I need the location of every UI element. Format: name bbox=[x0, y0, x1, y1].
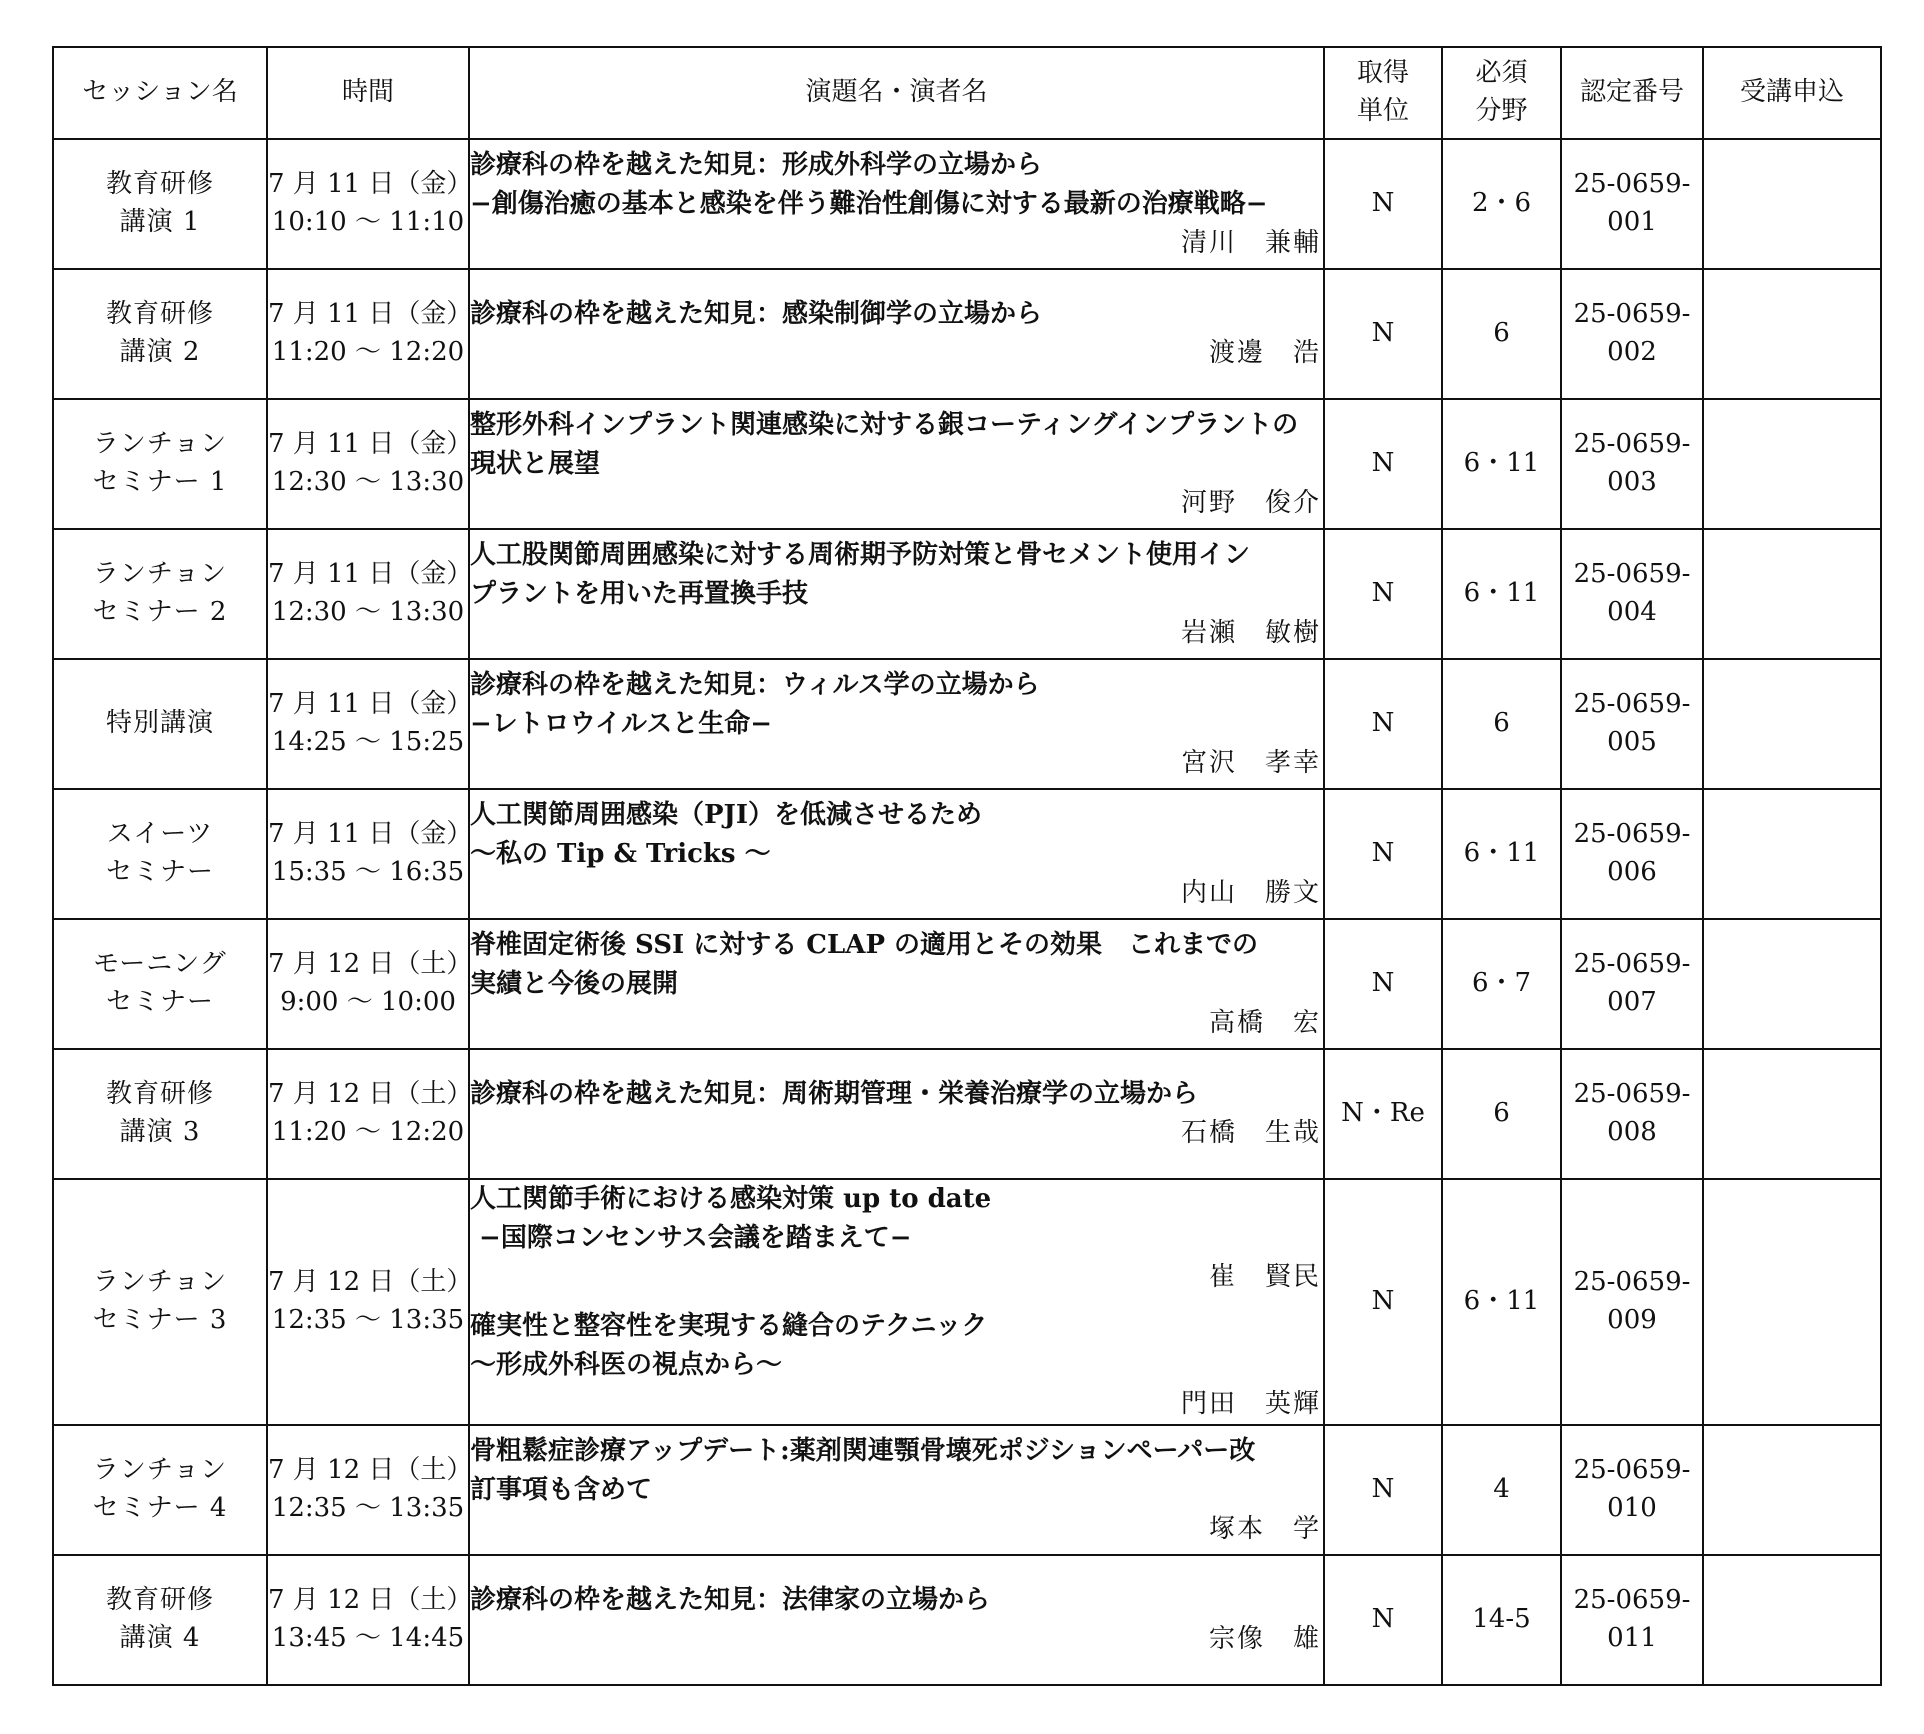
speaker-name: 崔 賢民 bbox=[1208, 1262, 1321, 1292]
credit-unit-cell: N bbox=[1324, 1555, 1442, 1685]
session-date: 7 月 11 日（金） bbox=[268, 169, 473, 200]
cert-number-cell bbox=[1561, 529, 1703, 659]
apply-cell[interactable] bbox=[1703, 1555, 1881, 1685]
speaker-name: 門田 英輝 bbox=[1180, 1389, 1321, 1419]
header-row bbox=[53, 47, 1881, 139]
session-time-range: 12:30 ～ 13:30 bbox=[271, 597, 465, 627]
session-schedule-table bbox=[52, 46, 1882, 1686]
session-date: 7 月 12 日（土） bbox=[268, 1455, 473, 1486]
talk-title-line: 現状と展望 bbox=[470, 448, 601, 479]
required-field-cell: 4 bbox=[1442, 1425, 1561, 1555]
required-field-cell: 2・6 bbox=[1442, 139, 1561, 269]
speaker-name: 塚本 学 bbox=[1208, 1513, 1321, 1544]
session-name-line: 教育研修 bbox=[105, 299, 214, 330]
header-unit: 取得 単位 bbox=[1324, 47, 1442, 139]
required-field-cell: 6・11 bbox=[1442, 529, 1561, 659]
session-name-cell bbox=[53, 139, 267, 269]
required-field-cell: 6・11 bbox=[1442, 789, 1561, 919]
session-time-range: 12:30 ～ 13:30 bbox=[271, 467, 465, 497]
session-date: 7 月 12 日（土） bbox=[268, 1079, 473, 1110]
talk-spacer bbox=[470, 1297, 1323, 1307]
credit-unit-cell: N bbox=[1324, 1179, 1442, 1425]
required-field-cell: 6 bbox=[1442, 269, 1561, 399]
talk-title-line: 人工関節手術における感染対策 up to date bbox=[470, 1184, 992, 1214]
talk-title-cell bbox=[469, 1179, 1324, 1425]
talk-title-line: 診療科の枠を越えた知見：形成外科学の立場から bbox=[470, 149, 1043, 180]
time-cell bbox=[267, 919, 473, 1049]
time-cell bbox=[267, 1425, 473, 1555]
talk-title-line: 診療科の枠を越えた知見：ウィルス学の立場から bbox=[470, 669, 1040, 700]
session-name-line: セミナー 4 bbox=[92, 1493, 228, 1523]
cert-number-line: 25-0659- bbox=[1573, 429, 1691, 460]
session-name-cell bbox=[53, 789, 267, 919]
cert-number-line: 008 bbox=[1607, 1117, 1657, 1147]
table-row bbox=[53, 269, 1881, 399]
cert-number-line: 25-0659- bbox=[1573, 1455, 1691, 1486]
session-date: 7 月 11 日（金） bbox=[268, 689, 473, 720]
header-session: セッション名 bbox=[53, 47, 267, 139]
session-name-line: 特別講演 bbox=[105, 708, 214, 739]
talk-title-cell bbox=[469, 529, 1324, 659]
talk-title-line: 診療科の枠を越えた知見：法律家の立場から bbox=[470, 1585, 991, 1615]
time-cell bbox=[267, 1049, 473, 1179]
speaker-name: 宗像 雄 bbox=[1208, 1624, 1321, 1654]
session-date: 7 月 12 日（土） bbox=[268, 1267, 473, 1298]
cert-number-line: 007 bbox=[1607, 987, 1657, 1017]
talk-title-line: 診療科の枠を越えた知見：周術期管理・栄養治療学の立場から bbox=[470, 1079, 1199, 1109]
speaker-name: 岩瀬 敏樹 bbox=[1180, 617, 1321, 648]
talk-title-cell bbox=[469, 269, 1324, 399]
time-cell bbox=[267, 399, 473, 529]
session-name-line: セミナー bbox=[105, 987, 214, 1017]
cert-number-line: 25-0659- bbox=[1573, 169, 1691, 200]
talk-title-line: 訂事項も含めて bbox=[470, 1474, 653, 1505]
table-row bbox=[53, 789, 1881, 919]
session-name-line: ランチョン bbox=[92, 559, 228, 590]
cert-number-line: 005 bbox=[1607, 727, 1657, 757]
cert-number-line: 25-0659- bbox=[1573, 819, 1691, 850]
session-time-range: 13:45 ～ 14:45 bbox=[271, 1623, 465, 1653]
session-name-cell bbox=[53, 1425, 267, 1555]
talk-title-cell bbox=[469, 1049, 1324, 1179]
speaker-name: 宮沢 孝幸 bbox=[1180, 747, 1321, 778]
speaker-name: 高橋 宏 bbox=[1208, 1007, 1321, 1038]
cert-number-cell bbox=[1561, 659, 1703, 789]
talk-title-line: ～私の Tip & Tricks ～ bbox=[470, 838, 771, 869]
cert-number-line: 010 bbox=[1607, 1493, 1657, 1523]
cert-number-line: 009 bbox=[1607, 1305, 1657, 1335]
session-name-line: 講演 2 bbox=[119, 337, 201, 367]
cert-number-line: 003 bbox=[1607, 467, 1657, 497]
talk-title-cell bbox=[469, 1425, 1324, 1555]
session-name-cell bbox=[53, 1555, 267, 1685]
cert-number-line: 004 bbox=[1607, 597, 1657, 627]
table-row bbox=[53, 1049, 1881, 1179]
table-row bbox=[53, 529, 1881, 659]
speaker-name: 清川 兼輔 bbox=[1180, 227, 1321, 258]
apply-cell[interactable] bbox=[1703, 659, 1881, 789]
header-apply: 受講申込 bbox=[1703, 47, 1881, 139]
session-name-line: 教育研修 bbox=[105, 1585, 214, 1616]
session-name-line: 講演 4 bbox=[119, 1623, 201, 1653]
session-time-range: 12:35 ～ 13:35 bbox=[271, 1305, 465, 1335]
session-date: 7 月 12 日（土） bbox=[268, 1585, 473, 1616]
cert-number-cell bbox=[1561, 269, 1703, 399]
session-name-cell bbox=[53, 399, 267, 529]
talk-title-line: 骨粗鬆症診療アップデート:薬剤関連顎骨壊死ポジションペーパー改 bbox=[470, 1435, 1256, 1466]
session-time-range: 11:20 ～ 12:20 bbox=[271, 1117, 465, 1147]
credit-unit-cell: N bbox=[1324, 919, 1442, 1049]
talk-title-line: 整形外科インプラント関連感染に対する銀コーティングインプラントの bbox=[470, 409, 1299, 440]
talk-title-line: 確実性と整容性を実現する縫合のテクニック bbox=[470, 1311, 988, 1341]
cert-number-line: 006 bbox=[1607, 857, 1657, 887]
session-time-range: 11:20 ～ 12:20 bbox=[271, 337, 465, 367]
cert-number-line: 25-0659- bbox=[1573, 299, 1691, 330]
table-row bbox=[53, 139, 1881, 269]
session-date: 7 月 11 日（金） bbox=[268, 819, 473, 850]
apply-cell[interactable] bbox=[1703, 919, 1881, 1049]
credit-unit-cell: N・Re bbox=[1324, 1049, 1442, 1179]
session-time-range: 10:10 ～ 11:10 bbox=[271, 207, 465, 237]
talk-title-cell bbox=[469, 1555, 1324, 1685]
session-date: 7 月 11 日（金） bbox=[268, 299, 473, 330]
cert-number-cell bbox=[1561, 1049, 1703, 1179]
time-cell bbox=[267, 789, 473, 919]
talk-title-line: プラントを用いた再置換手技 bbox=[470, 578, 809, 609]
apply-cell[interactable] bbox=[1703, 529, 1881, 659]
cert-number-cell bbox=[1561, 399, 1703, 529]
cert-number-line: 25-0659- bbox=[1573, 1585, 1691, 1616]
credit-unit-cell: N bbox=[1324, 269, 1442, 399]
session-name-cell bbox=[53, 1179, 267, 1425]
session-time-range: 14:25 ～ 15:25 bbox=[271, 727, 465, 757]
header-time: 時間 bbox=[267, 47, 469, 139]
time-cell bbox=[267, 1555, 473, 1685]
talk-title-cell bbox=[469, 139, 1324, 269]
session-name-line: 講演 1 bbox=[119, 207, 201, 237]
session-name-line: ランチョン bbox=[92, 429, 228, 460]
header-title: 演題名・演者名 bbox=[469, 47, 1324, 139]
talk-title-line: −創傷治癒の基本と感染を伴う難治性創傷に対する最新の治療戦略− bbox=[470, 188, 1268, 219]
session-name-line: ランチョン bbox=[92, 1455, 228, 1486]
session-name-line: ランチョン bbox=[92, 1267, 228, 1298]
required-field-cell: 6・7 bbox=[1442, 919, 1561, 1049]
cert-number-line: 001 bbox=[1607, 207, 1657, 237]
session-name-cell bbox=[53, 659, 267, 789]
required-field-cell: 14-5 bbox=[1442, 1555, 1561, 1685]
credit-unit-cell: N bbox=[1324, 399, 1442, 529]
table-row bbox=[53, 919, 1881, 1049]
cert-number-line: 25-0659- bbox=[1573, 1079, 1691, 1110]
talk-title-line: 実績と今後の展開 bbox=[470, 968, 679, 999]
credit-unit-cell: N bbox=[1324, 529, 1442, 659]
apply-cell[interactable] bbox=[1703, 789, 1881, 919]
cert-number-line: 25-0659- bbox=[1573, 559, 1691, 590]
talk-title-cell bbox=[469, 789, 1324, 919]
session-date: 7 月 11 日（金） bbox=[268, 559, 473, 590]
cert-number-cell bbox=[1561, 1555, 1703, 1685]
header-cert: 認定番号 bbox=[1561, 47, 1703, 139]
talk-title-line: −国際コンセンサス会議を踏まえて− bbox=[470, 1223, 912, 1253]
session-name-line: 講演 3 bbox=[119, 1117, 201, 1147]
table-row bbox=[53, 1425, 1881, 1555]
table-row bbox=[53, 659, 1881, 789]
session-name-line: スイーツ bbox=[106, 819, 214, 850]
cert-number-cell bbox=[1561, 1425, 1703, 1555]
apply-cell[interactable] bbox=[1703, 269, 1881, 399]
session-name-cell bbox=[53, 269, 267, 399]
session-name-line: 教育研修 bbox=[105, 169, 214, 200]
talk-title-line: 人工股関節周囲感染に対する周術期予防対策と骨セメント使用イン bbox=[470, 539, 1251, 570]
credit-unit-cell: N bbox=[1324, 789, 1442, 919]
apply-cell[interactable] bbox=[1703, 1049, 1881, 1179]
talk-title-line: 診療科の枠を越えた知見：感染制御学の立場から bbox=[470, 299, 1043, 329]
session-name-line: セミナー 3 bbox=[92, 1305, 228, 1335]
cert-number-line: 25-0659- bbox=[1573, 689, 1691, 720]
time-cell bbox=[267, 139, 473, 269]
cert-number-cell bbox=[1561, 1179, 1703, 1425]
table-row bbox=[53, 1179, 1881, 1425]
session-date: 7 月 11 日（金） bbox=[268, 429, 473, 460]
session-date: 7 月 12 日（土） bbox=[268, 949, 473, 980]
required-field-cell: 6・11 bbox=[1442, 1179, 1561, 1425]
talk-title-line: −レトロウイルスと生命− bbox=[470, 708, 773, 739]
session-time-range: 15:35 ～ 16:35 bbox=[271, 857, 465, 887]
header-field: 必須 分野 bbox=[1442, 47, 1561, 139]
apply-cell[interactable] bbox=[1703, 1179, 1881, 1425]
apply-cell[interactable] bbox=[1703, 399, 1881, 529]
apply-cell[interactable] bbox=[1703, 139, 1881, 269]
time-cell bbox=[267, 659, 473, 789]
session-time-range: 12:35 ～ 13:35 bbox=[271, 1493, 465, 1523]
speaker-name: 石橋 生哉 bbox=[1180, 1118, 1321, 1148]
time-cell bbox=[267, 1179, 473, 1425]
talk-title-line: ～形成外科医の視点から～ bbox=[470, 1350, 783, 1380]
session-name-line: セミナー bbox=[105, 857, 214, 887]
speaker-name: 渡邊 浩 bbox=[1208, 338, 1321, 368]
talk-title-line: 人工関節周囲感染（PJI）を低減させるため bbox=[470, 799, 983, 830]
cert-number-cell bbox=[1561, 919, 1703, 1049]
talk-title-cell bbox=[469, 659, 1324, 789]
session-name-cell bbox=[53, 919, 267, 1049]
session-name-line: セミナー 2 bbox=[92, 597, 228, 627]
credit-unit-cell: N bbox=[1324, 1425, 1442, 1555]
talk-title-cell bbox=[469, 399, 1324, 529]
session-name-cell bbox=[53, 529, 267, 659]
time-cell bbox=[267, 269, 473, 399]
session-name-line: セミナー 1 bbox=[92, 467, 228, 497]
table-row bbox=[53, 1555, 1881, 1685]
cert-number-line: 25-0659- bbox=[1573, 1267, 1691, 1298]
cert-number-line: 011 bbox=[1607, 1623, 1657, 1653]
time-cell bbox=[267, 529, 473, 659]
credit-unit-cell: N bbox=[1324, 659, 1442, 789]
session-name-line: 教育研修 bbox=[105, 1079, 214, 1110]
cert-number-cell bbox=[1561, 789, 1703, 919]
cert-number-cell bbox=[1561, 139, 1703, 269]
session-name-line: モーニング bbox=[93, 949, 227, 980]
talk-title-cell bbox=[469, 919, 1324, 1049]
talk-title-line: 脊椎固定術後 SSI に対する CLAP の適用とその効果 これまでの bbox=[470, 929, 1259, 960]
cert-number-line: 25-0659- bbox=[1573, 949, 1691, 980]
session-time-range: 9:00 ～ 10:00 bbox=[280, 987, 456, 1017]
credit-unit-cell: N bbox=[1324, 139, 1442, 269]
session-name-cell bbox=[53, 1049, 267, 1179]
required-field-cell: 6・11 bbox=[1442, 399, 1561, 529]
speaker-name: 河野 俊介 bbox=[1180, 487, 1321, 518]
table-row bbox=[53, 399, 1881, 529]
cert-number-line: 002 bbox=[1607, 337, 1657, 367]
apply-cell[interactable] bbox=[1703, 1425, 1881, 1555]
required-field-cell: 6 bbox=[1442, 659, 1561, 789]
speaker-name: 内山 勝文 bbox=[1180, 877, 1321, 908]
required-field-cell: 6 bbox=[1442, 1049, 1561, 1179]
